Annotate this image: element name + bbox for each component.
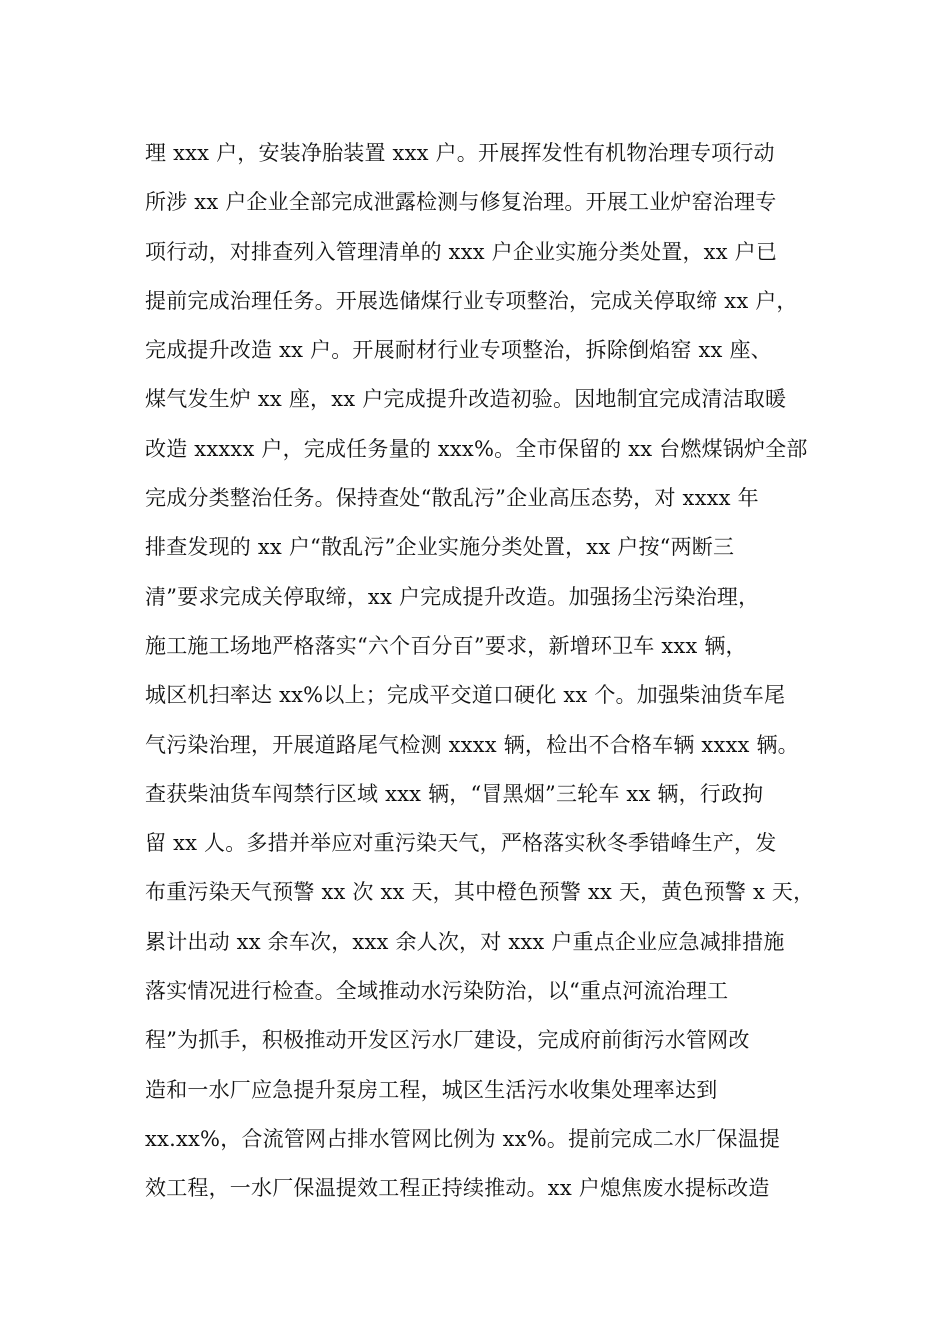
text-line: 累计出动 xx 余车次，xxx 余人次，对 xxx 户重点企业应急减排措施 — [145, 929, 785, 954]
text-line: 布重污染天气预警 xx 次 xx 天，其中橙色预警 xx 天，黄色预警 x 天， — [145, 880, 815, 905]
text-line: 煤气发生炉 xx 座，xx 户完成提升改造初验。因地制宜完成清洁取暖 — [145, 387, 787, 412]
text-line: 造和一水厂应急提升泵房工程，城区生活污水收集处理率达到 — [145, 1077, 718, 1102]
text-line: 排查发现的 xx 户“散乱污”企业实施分类处置，xx 户按“两断三 — [145, 535, 735, 560]
text-line: 落实情况进行检查。全域推动水污染防治，以“重点河流治理工 — [145, 979, 729, 1004]
text-line: 完成分类整治任务。保持查处“散乱污”企业高压态势，对 xxxx 年 — [145, 486, 759, 511]
text-line: 项行动，对排查列入管理清单的 xxx 户企业实施分类处置，xx 户已 — [145, 239, 778, 264]
text-line: 完成提升改造 xx 户。开展耐材行业专项整治，拆除倒焰窑 xx 座、 — [145, 338, 772, 363]
text-line: 理 xxx 户，安装净胎装置 xxx 户。开展挥发性有机物治理专项行动 — [145, 141, 775, 165]
text-line: xx.xx%，合流管网占排水管网比例为 xx%。提前完成二水厂保温提 — [145, 1126, 781, 1151]
body-paragraph — [145, 133, 825, 1218]
text-line: 提前完成治理任务。开展选储煤行业专项整治，完成关停取缔 xx 户， — [145, 288, 798, 313]
text-line: 气污染治理，开展道路尾气检测 xxxx 辆，检出不合格车辆 xxxx 辆。 — [145, 732, 799, 757]
text-line: 施工施工场地严格落实“六个百分百”要求，新增环卫车 xxx 辆， — [145, 633, 747, 658]
text-line: 留 xx 人。多措并举应对重污染天气，严格落实秋冬季错峰生产，发 — [145, 831, 777, 856]
text-line: 改造 xxxxx 户，完成任务量的 xxx%。全市保留的 xx 台燃煤锅炉全部 — [145, 436, 808, 461]
text-line: 查获柴油货车闯禁行区域 xxx 辆，“冒黑烟”三轮车 xx 辆，行政拘 — [145, 781, 764, 806]
text-line: 效工程，一水厂保温提效工程正持续推动。xx 户熄焦废水提标改造 — [145, 1176, 770, 1201]
text-line: 城区机扫率达 xx%以上；完成平交道口硬化 xx 个。加强柴油货车尾 — [145, 683, 786, 708]
text-line: 所涉 xx 户企业全部完成泄露检测与修复治理。开展工业炉窑治理专 — [145, 190, 777, 215]
text-line: 程”为抓手，积极推动开发区污水厂建设，完成府前街污水管网改 — [145, 1028, 750, 1053]
text-line: 清”要求完成关停取缔，xx 户完成提升改造。加强扬尘污染治理， — [145, 584, 760, 609]
